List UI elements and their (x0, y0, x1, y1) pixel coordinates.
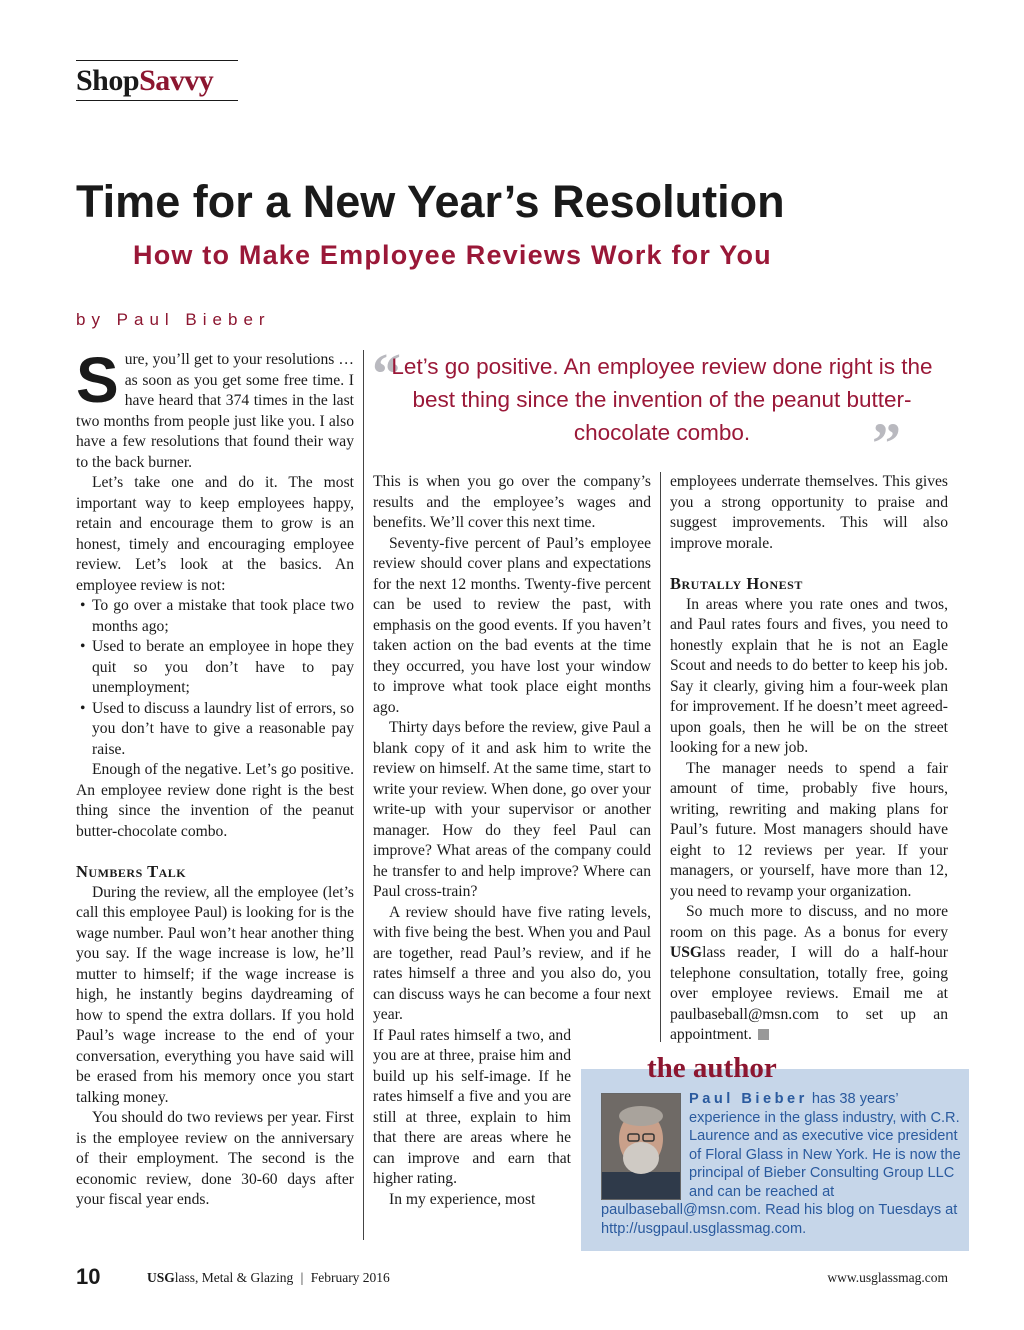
paragraph: In my experience, most (389, 1190, 536, 1208)
pull-quote: Let’s go positive. An employee review done right is the best thing since the invention of the peanut butter-chocolate combo. (391, 354, 933, 445)
article-title: Time for a New Year’s Resolution (76, 176, 785, 227)
paragraph: In areas where you rate ones and twos, and Paul rates fours and fives, you need to honestly explain that he is not an Eagle Scout and needs to do better to keep his job. Say it clearly, giving him a four-week plan for improvement. If he doesn’t meet agreed-upon goals, then he will be on the street looking for a new job. (670, 595, 948, 756)
end-mark-icon (758, 1029, 769, 1040)
paragraph: If Paul rates himself a two, and you are at three, praise him and build up his self-image. If he rates himself a five and you are still at three, explain to him that there are areas where he can improve and earn that higher rating. (373, 1026, 571, 1187)
close-quote-icon: ” (872, 411, 901, 476)
subhead-brutally-honest: Brutally Honest (670, 574, 803, 593)
footer-magazine (147, 1270, 390, 1286)
section-label (76, 64, 213, 98)
paragraph: Enough of the negative. Let’s go positive. An employee review done right is the best thing since the invention of the peanut butter-chocolate combo. (76, 761, 354, 840)
author-bio-text: has 38 years’ experience in the glass industry, with C.R. Laurence and as executive vice president of Floral Glass in New York. He is now the principal of Bieber Consulting Group LLC and can be reached at paulbaseball@msn.com. Read his blog on Tuesdays at http://usgpaul.usglassmag.com. (601, 1091, 961, 1237)
list-item: • Used to berate an employee in hope they quit so you don’t have to pay unemployment; (76, 637, 354, 699)
paragraph: Thirty days before the review, give Paul a blank copy of it and ask him to write the review on himself. At the same time, start to write your review. When done, go over your write-up with your supervisor or another manager. How do they feel Paul can improve? What areas of the company could he transfer to and help improve? Where can Paul cross-train? (373, 719, 651, 900)
page-number: 10 (76, 1264, 101, 1289)
paragraph-text: So much more to discuss, and no more room on this page. As a bonus for every (670, 903, 948, 941)
list-item: • Used to discuss a laundry list of errors, so you don’t have to give a reasonable pay raise. (76, 699, 354, 761)
column-divider (363, 350, 364, 1240)
author-heading: the author (647, 1052, 777, 1084)
author-bio (601, 1090, 965, 1238)
paragraph-text: lass reader, I will do a half-hour telephone consultation, totally free, going over employee reviews. Email me at paulbaseball@msn.com to set up an appointment. (670, 944, 948, 1043)
author-name: Paul Bieber (689, 1091, 808, 1107)
column-divider (660, 472, 661, 1042)
column-1 (76, 344, 354, 1211)
drop-cap: S (76, 344, 119, 416)
section-bottom-rule (76, 100, 238, 101)
brand-usg: USG (670, 944, 703, 961)
paragraph: This is when you go over the company’s results and the employee’s wages and benefits. We’ll cover this next time. (373, 473, 651, 531)
paragraph: During the review, all the employee (let’s call this employee Paul) is looking for is the wage number. Paul won’t hear another thing you say. If the wage increase is low, he’ll mutter to himself; if the wage increase is high, he instantly begins daydreaming of how to spend the extra dollars. If you hold Paul’s wage increase to the end of your conversation, everything you have said will be erased from his memory once you start talking money. (76, 883, 354, 1106)
column-3 (670, 472, 948, 1046)
bullet-list (76, 596, 354, 760)
paragraph: employees underrate themselves. This gives you a strong opportunity to praise and suggest improvements. This will also improve morale. (670, 473, 948, 552)
open-quote-icon: “ (372, 341, 401, 406)
byline: by Paul Bieber (76, 310, 271, 329)
paragraph-text: ure, you’ll get to your resolutions … as soon as you get some free time. I have heard that 374 times in the last two months from people just like you. I also have a few resolutions that found their way to the back burner. (76, 351, 354, 471)
paragraph (76, 344, 354, 473)
footer-url: www.usglassmag.com (827, 1270, 948, 1285)
footer-magazine-name: lass, Metal & Glazing (174, 1270, 294, 1285)
paragraph: You should do two reviews per year. First is the employee review on the anniversary of their employment. The second is the economic review, done 30-60 days after your fiscal year ends. (76, 1109, 354, 1208)
footer-separator: | (300, 1270, 304, 1285)
paragraph: Seventy-five percent of Paul’s employee review should cover plans and expectations for the next 12 months. Twenty-five percent can be used to review the past, with emphasis on the good events. If you haven’t taken action on the bad events at the time they occurred, you have lost your window to improve what took place eight months ago. (373, 534, 651, 716)
subhead-numbers-talk: Numbers Talk (76, 862, 187, 881)
photo-spacer (601, 1090, 689, 1198)
article-subtitle: How to Make Employee Reviews Work for You (133, 240, 772, 270)
footer-brand: USG (147, 1270, 175, 1285)
paragraph: A review should have five rating levels, with five being the best. When you and Paul are together, read Paul’s review, and if he rates himself a three and you also do, you can discuss ways he can become a four next year. (373, 903, 651, 1023)
section-label-shop: Shop (76, 64, 140, 97)
list-item: • To go over a mistake that took place two months ago; (76, 596, 354, 637)
paragraph: Let’s take one and do it. The most important way to keep employees happy, retain and encourage them to grow is an honest, timely and encouraging employee review. Let’s look at the basics. An employee review is not: (76, 474, 354, 594)
footer-date: February 2016 (310, 1270, 390, 1285)
paragraph (670, 902, 948, 1046)
section-label-savvy: Savvy (139, 64, 214, 97)
paragraph: The manager needs to spend a fair amount of time, probably five hours, writing, rewriting and making plans for Paul’s future. Most managers should have eight to 12 reviews per year. If your managers, or yourself, have more than 12, you need to revamp your organization. (670, 759, 948, 900)
section-top-rule (76, 60, 238, 61)
